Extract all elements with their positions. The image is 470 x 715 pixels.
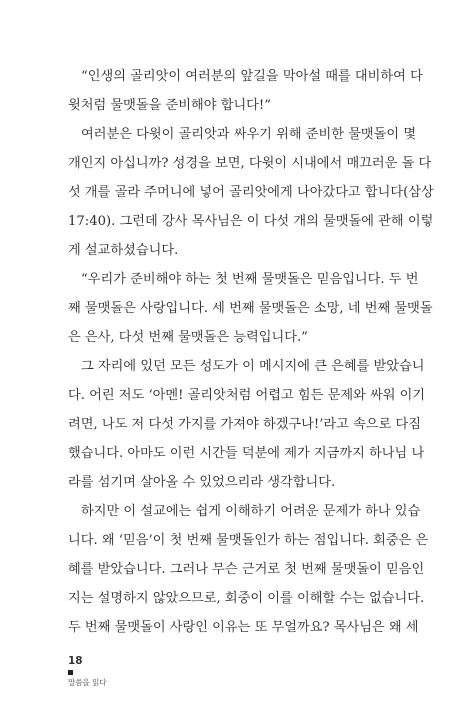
- text-line: 17:40). 그런데 강사 목사님은 이 다섯 개의 물맷돌에 관해 이렇: [68, 214, 434, 229]
- text-line: 개인지 아십니까? 성경을 보면, 다윗이 시내에서 매끄러운 돌 다: [68, 156, 432, 171]
- text-line: 라를 섬기며 살아올 수 있었으리라 생각합니다.: [68, 475, 336, 490]
- page-number: 18: [68, 655, 83, 667]
- text-line: 게 설교하셨습니다.: [68, 243, 179, 258]
- text-line: 섯 개를 골라 주머니에 넣어 골리앗에게 나아갔다고 합니다(삼상: [68, 185, 434, 200]
- text-line: 윗처럼 물맷돌을 준비해야 합니다!”: [68, 98, 271, 113]
- text-line: 그 자리에 있던 모든 성도가 이 메시지에 큰 은혜를 받았습니: [81, 359, 425, 374]
- paragraph-1: [68, 62, 423, 120]
- text-line: 혜를 받았습니다. 그러나 무슨 근거로 첫 번째 물맷돌이 믿음인: [68, 562, 425, 577]
- text-line: 했습니다. 아마도 이런 시간들 덕분에 제가 지금까지 하나님 나: [68, 446, 425, 461]
- paragraph-2: [68, 120, 434, 265]
- text-line: 지는 설명하지 않았으므로, 회중이 이를 이해할 수는 없습니다.: [68, 591, 425, 606]
- paragraph-4: [68, 352, 426, 497]
- text-line: 니다. 왜 ‘믿음’이 첫 번째 물맷돌인가 하는 점입니다. 회중은 은: [68, 533, 429, 548]
- text-line: 다. 어린 저도 ‘아멘! 골리앗처럼 어렵고 힘든 문제와 싸워 이기: [68, 388, 426, 403]
- running-title: 말씀을 읽다: [68, 678, 107, 687]
- paragraph-5: [68, 497, 429, 642]
- body-text: [68, 62, 434, 642]
- text-line: 은 은사, 다섯 번째 물맷돌은 능력입니다.”: [68, 330, 308, 345]
- text-line: “우리가 준비해야 하는 첫 번째 물맷돌은 믿음입니다. 두 번: [81, 272, 419, 287]
- paragraph-3: [68, 265, 433, 352]
- text-line: “인생의 골리앗이 여러분의 앞길을 막아설 때를 대비하여 다: [81, 69, 423, 84]
- text-line: 하지만 이 설교에는 쉽게 이해하기 어려운 문제가 하나 있습: [81, 504, 421, 519]
- text-line: 려면, 나도 저 다섯 가지를 가져야 하겠구나!’라고 속으로 다짐: [68, 417, 421, 432]
- text-line: 째 물맷돌은 사랑입니다. 세 번째 물맷돌은 소망, 네 번째 물맷돌: [68, 301, 433, 316]
- page-footer: [68, 655, 107, 687]
- text-line: 두 번째 물맷돌이 사랑인 이유는 또 무얼까요? 목사님은 왜 세: [68, 620, 419, 635]
- square-marker-icon: [68, 670, 73, 675]
- text-line: 여러분은 다윗이 골리앗과 싸우기 위해 준비한 물맷돌이 몇: [81, 127, 417, 142]
